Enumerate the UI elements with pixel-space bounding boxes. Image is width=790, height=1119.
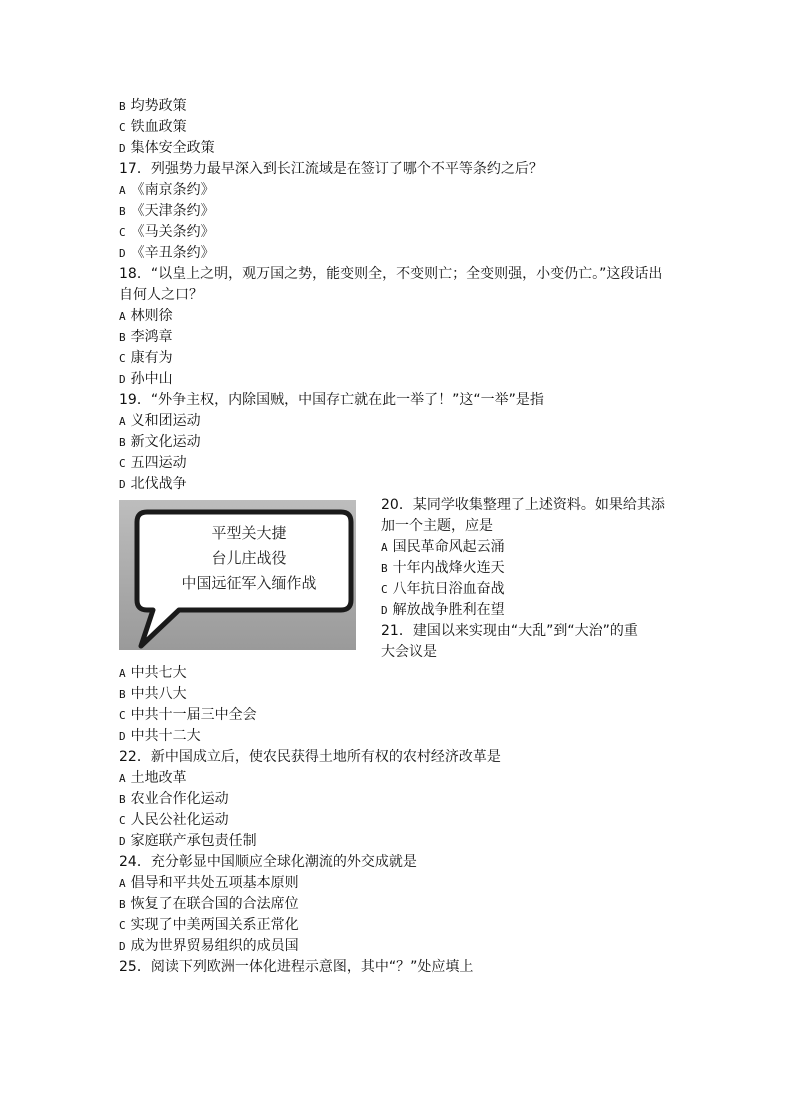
q17-option-a: A 《南京条约》 — [119, 182, 215, 198]
q24-option-c: C 实现了中美两国关系正常化 — [119, 917, 299, 933]
q19-option-d: D 北伐战争 — [119, 476, 187, 492]
q21-stem-line2: 大会议是 — [381, 644, 437, 660]
q20-option-b: B 十年内战烽火连天 — [381, 560, 505, 576]
q19-option-c: C 五四运动 — [119, 455, 187, 471]
q18-option-b: B 李鸿章 — [119, 329, 173, 345]
q17-option-c: C 《马关条约》 — [119, 224, 215, 240]
q20-option-c: C 八年抗日浴血奋战 — [381, 581, 505, 597]
q17-option-d: D 《辛丑条约》 — [119, 245, 215, 261]
q22-option-d: D 家庭联产承包责任制 — [119, 833, 257, 849]
q24-stem: 24．充分彰显中国顺应全球化潮流的外交成就是 — [119, 854, 417, 870]
figure-line-3: 中国远征军入缅作战 — [181, 574, 317, 592]
q25-stem: 25．阅读下列欧洲一体化进程示意图，其中“？”处应填上 — [119, 959, 474, 975]
q18-stem-line2: 自何人之口？ — [119, 287, 203, 303]
q20-stem-line1: 20．某同学收集整理了上述资料。如果给其添 — [381, 497, 665, 513]
q17-option-b: B 《天津条约》 — [119, 203, 215, 219]
q19-option-a: A 义和团运动 — [119, 413, 201, 429]
q22-stem: 22．新中国成立后，使农民获得土地所有权的农村经济改革是 — [119, 749, 501, 765]
q21-option-a: A 中共七大 — [119, 665, 187, 681]
q16-option-d: D 集体安全政策 — [119, 140, 215, 156]
q21-option-b: B 中共八大 — [119, 686, 187, 702]
q24-option-b: B 恢复了在联合国的合法席位 — [119, 896, 299, 912]
q20-option-d: D 解放战争胜利在望 — [381, 602, 505, 618]
q24-option-d: D 成为世界贸易组织的成员国 — [119, 938, 299, 954]
q20-option-a: A 国民革命风起云涌 — [381, 539, 505, 555]
q22-option-b: B 农业合作化运动 — [119, 791, 229, 807]
q19-stem: 19．“外争主权，内除国贼，中国存亡就在此一举了！”这“一举”是指 — [119, 392, 544, 408]
q21-stem-line1: 21．建国以来实现由“大乱”到“大治”的重 — [381, 623, 638, 639]
q16-option-b: B 均势政策 — [119, 98, 187, 114]
q24-option-a: A 倡导和平共处五项基本原则 — [119, 875, 299, 891]
speech-bubble-figure — [119, 500, 356, 650]
q16-option-c: C 铁血政策 — [119, 119, 187, 135]
q22-option-c: C 人民公社化运动 — [119, 812, 229, 828]
figure-line-1: 平型关大捷 — [211, 524, 287, 542]
q18-option-a: A 林则徐 — [119, 308, 173, 324]
q21-option-c: C 中共十一届三中全会 — [119, 707, 257, 723]
q17-stem: 17．列强势力最早深入到长江流域是在签订了哪个不平等条约之后？ — [119, 161, 543, 177]
q18-stem-line1: 18．“以皇上之明，观万国之势，能变则全，不变则亡；全变则强，小变仍亡。”这段话出 — [119, 266, 663, 282]
q21-option-d: D 中共十二大 — [119, 728, 201, 744]
q20-stem-line2: 加一个主题，应是 — [381, 518, 493, 534]
q18-option-d: D 孙中山 — [119, 371, 173, 387]
q18-option-c: C 康有为 — [119, 350, 173, 366]
q22-option-a: A 土地改革 — [119, 770, 187, 786]
q19-option-b: B 新文化运动 — [119, 434, 201, 450]
figure-line-2: 台儿庄战役 — [211, 549, 287, 567]
